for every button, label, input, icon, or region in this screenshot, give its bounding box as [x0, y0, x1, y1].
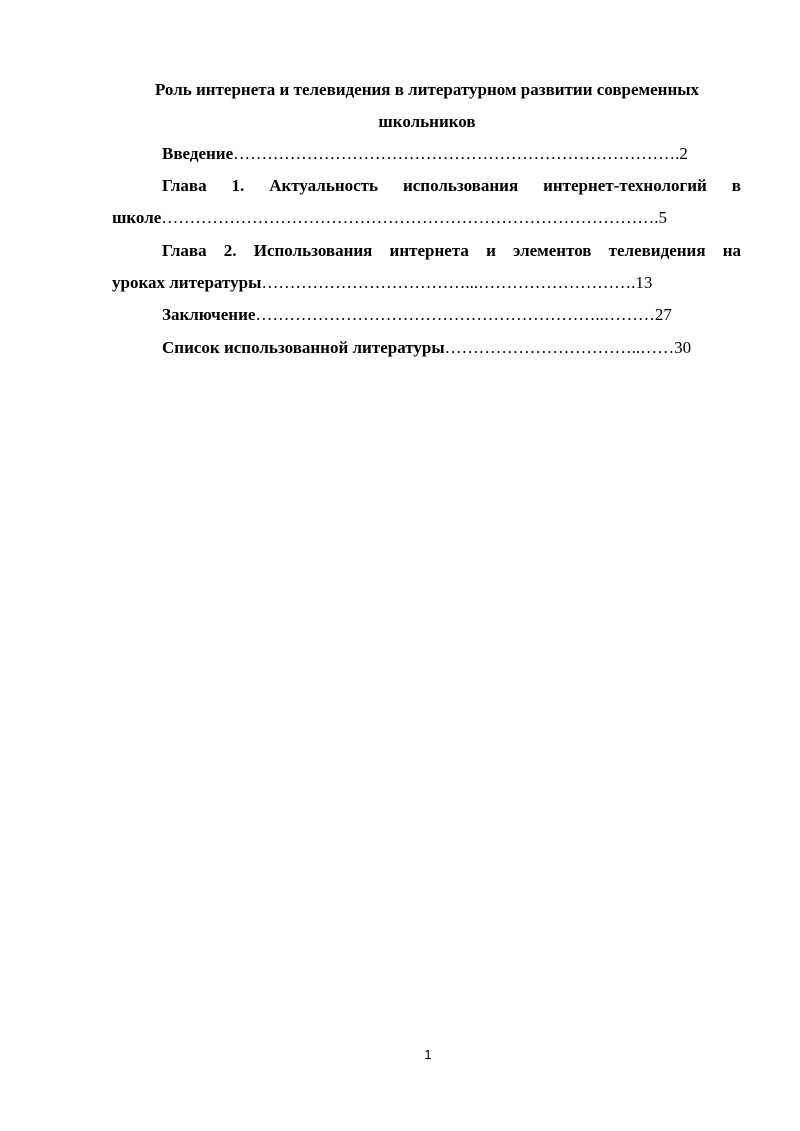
- toc-word: интернет-технологий: [543, 176, 707, 195]
- page-number: 1: [424, 1047, 432, 1062]
- toc-page-number: 13: [635, 273, 653, 292]
- toc-word: 2.: [223, 241, 237, 260]
- toc-item-label: Список использованной литературы: [162, 338, 445, 357]
- toc-item-label: уроках литературы: [112, 273, 262, 292]
- toc-word: в: [731, 176, 741, 195]
- toc-page-number: 30: [674, 338, 692, 357]
- toc-word: Актуальность: [269, 176, 379, 195]
- toc-item-label: Заключение: [162, 305, 256, 324]
- toc-item-chapter-2-line-2: [112, 273, 652, 293]
- toc-leader-dots: …………………………………………………………………………….: [161, 208, 659, 227]
- toc-leader-dots: …………………………………………………………………….: [233, 144, 680, 163]
- toc-item-chapter-2-line-1: [162, 241, 741, 261]
- toc-word: телевидения: [608, 241, 706, 260]
- toc-word: интернета: [389, 241, 469, 260]
- toc-word: использования: [402, 176, 519, 195]
- document-title: Роль интернета и телевидения в литературном развитии современных школьников: [154, 80, 700, 131]
- toc-word: Использования: [253, 241, 373, 260]
- toc-leader-dots: ……………………………..……: [444, 338, 675, 357]
- toc-page-number: 2: [679, 144, 688, 163]
- toc-item-conclusion: [162, 305, 672, 325]
- toc-word: Глава: [162, 176, 207, 195]
- toc-item-introduction: [162, 144, 688, 164]
- toc-item-chapter-1-line-2: [112, 208, 667, 228]
- toc-word: 1.: [231, 176, 245, 195]
- toc-leader-dots: ……………………………………………………..………: [255, 305, 655, 324]
- toc-word: элементов: [513, 241, 592, 260]
- toc-item-references: [162, 338, 691, 358]
- toc-item-label: школе: [112, 208, 162, 227]
- toc-word: Глава: [162, 241, 207, 260]
- toc-item-chapter-1-line-1: [162, 176, 741, 196]
- toc-page-number: 5: [658, 208, 668, 227]
- toc-word: на: [722, 241, 741, 260]
- toc-item-label: Введение: [162, 144, 234, 163]
- toc-word: и: [486, 241, 496, 260]
- toc-page-number: 27: [654, 305, 672, 324]
- toc-leader-dots: ………………………………...……………………….: [261, 273, 636, 292]
